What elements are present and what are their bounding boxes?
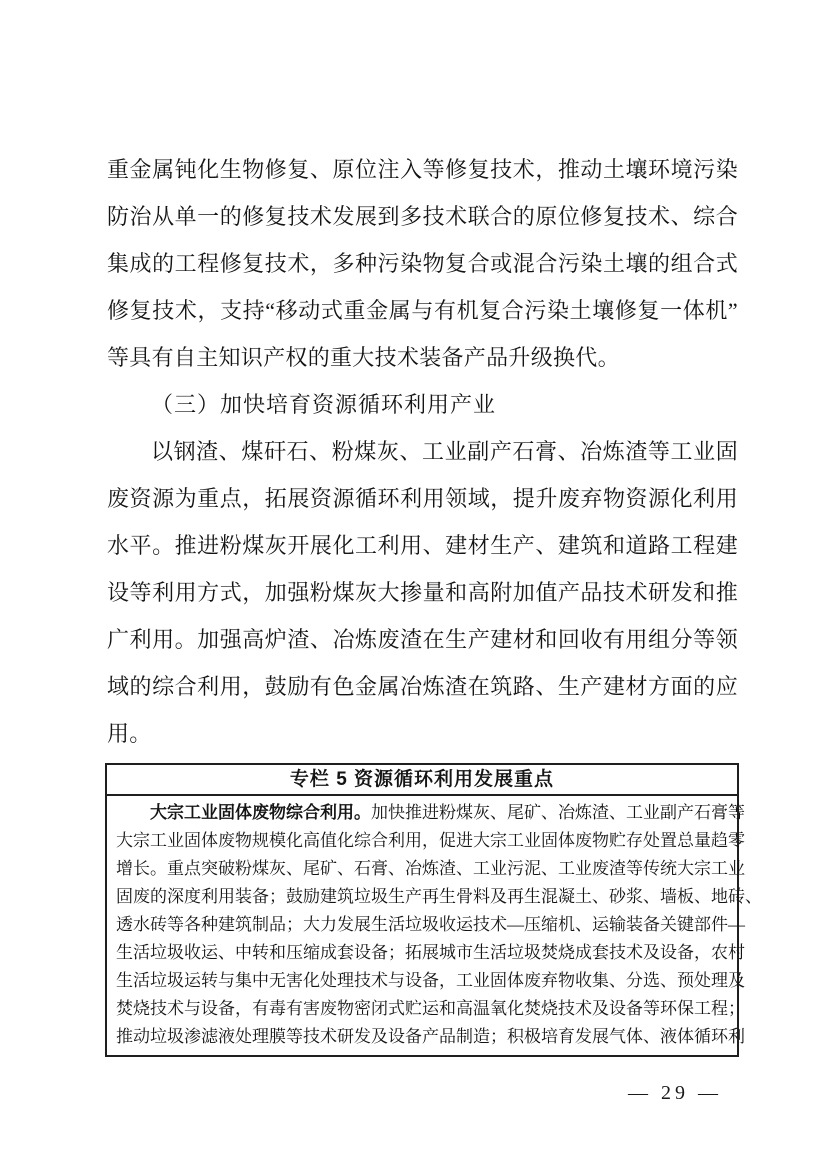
text-line: 大宗工业固体废物规模化高值化综合利用，促进大宗工业固体废物贮存处置总量趋零 <box>116 831 745 850</box>
text-line: 废资源为重点，拓展资源循环利用领域，提升废弃物资源化利用 <box>107 486 738 511</box>
text-line: 用。 <box>107 721 152 746</box>
text-line: 增长。重点突破粉煤灰、尾矿、石膏、冶炼渣、工业污泥、工业废渣等传统大宗工业 <box>116 859 745 878</box>
box-lead-bold-text: 大宗工业固体废物综合利用。 <box>150 803 371 822</box>
text-line: 防治从单一的修复技术发展到多技术联合的原位修复技术、综合 <box>107 204 738 229</box>
text-line: 重金属钝化生物修复、原位注入等修复技术，推动土壤环境污染 <box>107 157 738 182</box>
text-line: 焚烧技术与设备，有毒有害废物密闭式贮运和高温氧化焚烧技术及设备等环保工程； <box>116 999 745 1018</box>
text-line: 修复技术，支持“移动式重金属与有机复合污染土壤修复一体机” <box>107 298 738 323</box>
page-number: — 29 — <box>628 1082 722 1104</box>
text-line: 水平。推进粉煤灰开展化工利用、建材生产、建筑和道路工程建 <box>107 533 738 558</box>
text-line: 固废的深度利用装备；鼓励建筑垃圾生产再生骨料及再生混凝土、砂浆、墙板、地砖、 <box>116 887 762 906</box>
text-line: 推动垃圾渗滤液处理膜等技术研发及设备产品制造；积极培育发展气体、液体循环利 <box>116 1027 745 1046</box>
text-line: 设等利用方式，加强粉煤灰大掺量和高附加值产品技术研发和推 <box>107 580 738 605</box>
section-heading: （三）加快培育资源循环利用产业 <box>151 392 497 417</box>
text-line: 生活垃圾收运、中转和压缩成套设备；拓展城市生活垃圾焚烧成套技术及设备，农村 <box>116 943 745 962</box>
text-line: 集成的工程修复技术，多种污染物复合或混合污染土壤的组合式 <box>107 251 738 276</box>
column-5-box-body <box>107 796 762 1055</box>
paragraph-soil-remediation <box>107 146 738 381</box>
box-body-lines <box>116 827 762 1051</box>
paragraph-resource-recycling <box>107 428 738 757</box>
page-content <box>107 146 762 1057</box>
text-line: 透水砖等各种建筑制品；大力发展生活垃圾收运技术—压缩机、运输装备关键部件— <box>116 915 745 934</box>
text-line: 域的综合利用，鼓励有色金属冶炼渣在筑路、生产建材方面的应 <box>107 674 738 699</box>
box-first-line <box>116 799 745 827</box>
text-line: 广利用。加强高炉渣、冶炼废渣在生产建材和回收有用组分等领 <box>107 627 738 652</box>
text-line: 生活垃圾运转与集中无害化处理技术与设备，工业固体废弃物收集、分选、预处理及 <box>116 971 745 990</box>
box-first-line-rest: 加快推进粉煤灰、尾矿、冶炼渣、工业副产石膏等 <box>371 803 745 822</box>
text-line: 以钢渣、煤矸石、粉煤灰、工业副产石膏、冶炼渣等工业固 <box>151 439 738 464</box>
column-5-box-title: 专栏 5 资源循环利用发展重点 <box>107 765 737 796</box>
column-5-box <box>105 763 762 1057</box>
text-line: 等具有自主知识产权的重大技术装备产品升级换代。 <box>107 345 620 370</box>
